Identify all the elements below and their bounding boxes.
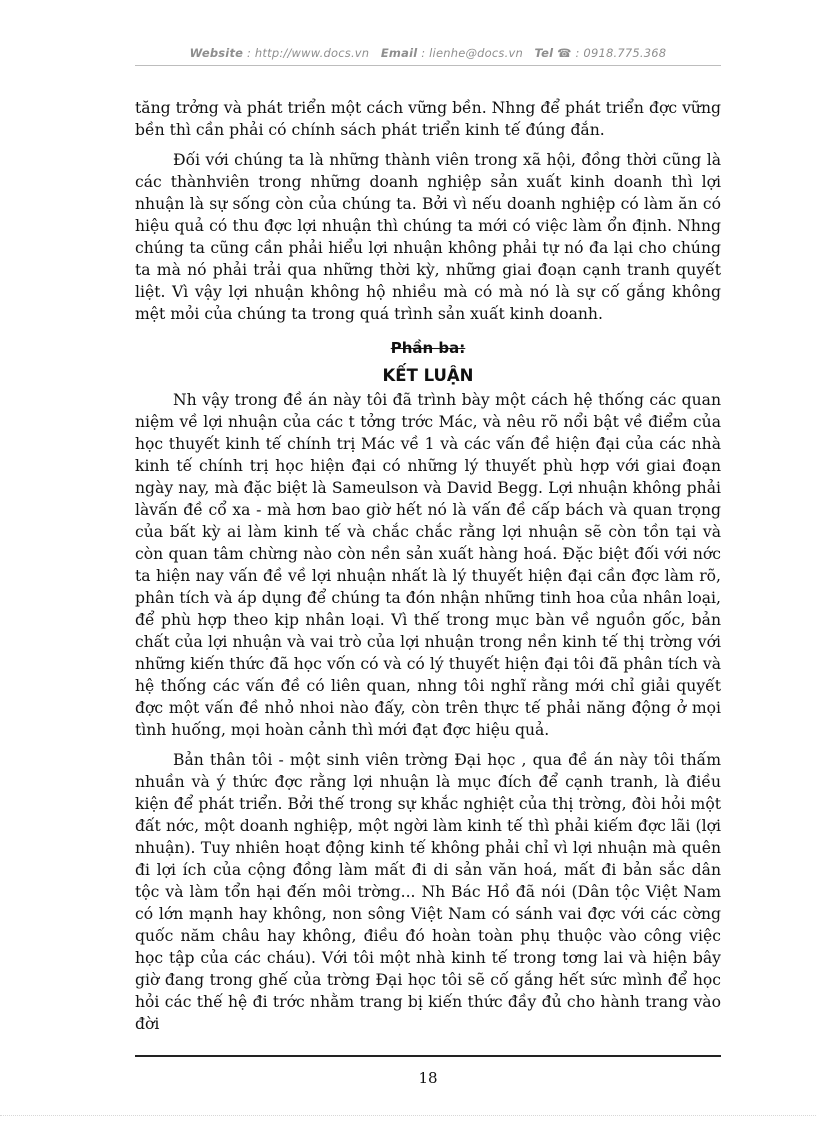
email-value: : lienhe@docs.vn — [421, 46, 523, 60]
website-value: : http://www.docs.vn — [247, 46, 370, 60]
paragraph-3: Nh vậy trong đề án này tôi đã trình bày một cách hệ thống các quan niệm về lợi nhuận của các t tởng trớc Mác, và nêu rõ nổi bật về điểm của học thuyết kinh tế chính trị Mác về 1 và các vấn đề hiện đại của các nhà kinh tế chính trị học hiện đại có những lý thuyết phù hợp với giai đoạn ngày nay, mà đặc biệt là Sameulson và David Begg. Lợi nhuận không phải làvấn đề cổ xa - mà hơn bao giờ hết nó là vấn đề cấp bách và quan trọng của bất kỳ ai làm kinh tế và chắc chắc rằng lợi nhuận sẽ còn tồn tại và còn quan tâm chừng nào còn nền sản xuất hàng hoá. Đặc biệt đối với nớc ta hiện nay vấn đề về lợi nhuận nhất là lý thuyết hiện đại cần đợc làm rõ, phân tích và áp dụng để chúng ta đón nhận những tinh hoa của nhân loại, để phù hợp theo kịp nhân loại. Vì thế trong mục bàn về nguồn gốc, bản chất của lợi nhuận và vai trò của lợi nhuận trong nền kinh tế thị trờng với những kiến thức đã học vốn có và có lý thuyết hiện đại tôi đã phân tích và hệ thống các vấn đề có liên quan, nhng tôi nghĩ rằng mới chỉ giải quyết đợc một vấn đề nhỏ nhoi nào đấy, còn trên thực tế phải năng động ở mọi tình huống, mọi hoàn cảnh thì mới đạt đợc hiệu quả. — [135, 391, 721, 739]
conclusion-heading: KẾT LUẬN — [382, 366, 474, 385]
paragraph-2: Đối với chúng ta là những thành viên trong xã hội, đồng thời cũng là các thànhviên trong những doanh nghiệp sản xuất kinh doanh thì lợi nhuận là sự sống còn của chúng ta. Bởi vì nếu doanh nghiệp có làm ăn có hiệu quả có thu đợc lợi nhuận thì chúng ta mới có việc làm ổn định. Nhng chúng ta cũng cần phải hiểu lợi nhuận không phải tự nó đa lại cho chúng ta mà nó phải trải qua những thời kỳ, những giai đoạn cạnh tranh quyết liệt. Vì vậy lợi nhuận không hộ nhiều mà có mà nó là sự cố gắng không mệt mỏi của chúng ta trong quá trình sản xuất kinh doanh. — [135, 151, 721, 323]
paragraph-4: Bản thân tôi - một sinh viên trờng Đại học , qua đề án này tôi thấm nhuần và ý thức đợc rằng lợi nhuận là mục đích để cạnh tranh, là điều kiện để phát triển. Bởi thế trong sự khắc nghiệt của thị trờng, đòi hỏi một đất nớc, một doanh nghiệp, một ngời làm kinh tế thì phải kiếm đợc lãi (lợi nhuận). Tuy nhiên hoạt động kinh tế không phải chỉ vì lợi nhuận mà quên đi lợi ích của cộng đồng làm mất đi di sản văn hoá, mất đi bản sắc dân tộc và làm tổn hại đến môi trờng... Nh Bác Hồ đã nói (Dân tộc Việt Nam có lớn mạnh hay không, non sông Việt Nam có sánh vai đợc với các cờng quốc năm châu hay không, điều đó hoàn toàn phụ thuộc vào công việc học tập của các cháu). Với tôi một nhà kinh tế trong tơng lai và hiện bây giờ đang trong ghế của trờng Đại học tôi sẽ cố gắng hết sức mình để học hỏi các thế hệ đi trớc nhằm trang bị kiến thức đầy đủ cho hành trang vào đời — [135, 751, 721, 1033]
page-header — [135, 46, 721, 60]
website-label: Website — [189, 46, 244, 60]
bottom-dotted-line — [0, 1115, 816, 1117]
page-content — [135, 97, 721, 1043]
page-number: 18 — [418, 1069, 438, 1087]
header-divider — [135, 65, 721, 66]
tel-value: ☎ : 0918.775.368 — [557, 46, 667, 60]
part-title: Phần ba: — [390, 339, 466, 357]
tel-label: Tel — [534, 46, 554, 60]
footer-divider — [135, 1055, 721, 1057]
paragraph-1: tăng trởng và phát triển một cách vững bền. Nhng để phát triển đợc vững bền thì cần phải có chính sách phát triển kinh tế đúng đắn. — [135, 99, 721, 139]
email-label: Email — [380, 46, 418, 60]
